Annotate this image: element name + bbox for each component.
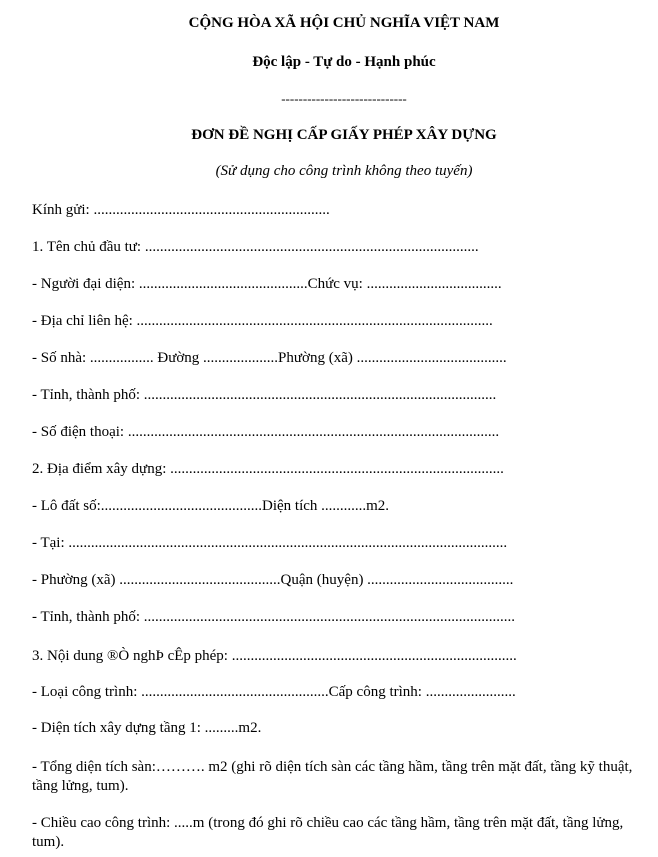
phone-line: - Số điện thoại: ...................................................................................................	[32, 424, 500, 440]
house-number-line: - Số nhà: ................. Đường ....................Phường (xã) ........................................	[32, 350, 507, 366]
contact-address-line: - Địa chỉ liên hệ: ...............................................................................................	[32, 313, 493, 329]
location-line: - Tại: .....................................................................................................................	[32, 535, 508, 551]
ground-floor-area-line: - Diện tích xây dựng tầng 1: .........m2.	[32, 720, 262, 736]
investor-name-line: 1. Tên chủ đầu tư: .........................................................................................	[32, 239, 479, 255]
country-heading: CỘNG HÒA XÃ HỘI CHỦ NGHĨA VIỆT NAM	[188, 15, 500, 31]
representative-line: - Người đại diện: .............................................Chức vụ: ....................................	[32, 276, 502, 292]
total-floor-area-line: - Tổng diện tích sàn:………. m2 (ghi rõ diện tích sàn các tầng hầm, tầng trên mặt đất, tầng kỹ thuật, tầng lửng, tum).	[32, 759, 633, 794]
lot-number-line: - Lô đất số:...........................................Diện tích ............m2.	[32, 498, 390, 514]
construction-site-line: 2. Địa điểm xây dựng: .........................................................................................	[32, 461, 504, 477]
recipient-line: Kính gửi: ...............................................................	[32, 202, 330, 218]
form-title: ĐƠN ĐỀ NGHỊ CẤP GIẤY PHÉP XÂY DỰNG	[191, 127, 497, 143]
province-line: - Tỉnh, thành phố: ..............................................................................................	[32, 387, 497, 403]
ward-district-line: - Phường (xã) ...........................................Quận (huyện) .......................................	[32, 572, 514, 588]
building-height-line: - Chiều cao công trình: .....m (trong đó ghi rõ chiều cao các tầng hầm, tầng trên mặt đất, tầng lửng, tum).	[32, 815, 624, 850]
motto-heading: Độc lập - Tự do - Hạnh phúc	[252, 54, 436, 70]
permit-content-line: 3. Nội dung ®Ò nghÞ cÊp phép: ............................................................................	[32, 648, 517, 664]
header-separator: -----------------------------	[281, 91, 407, 106]
building-type-line: - Loại công trình: ..................................................Cấp công trình: ........................	[32, 684, 516, 700]
form-subtitle: (Sử dụng cho công trình không theo tuyến)	[215, 163, 473, 179]
site-province-line: - Tỉnh, thành phố: ...................................................................................................	[32, 609, 516, 625]
